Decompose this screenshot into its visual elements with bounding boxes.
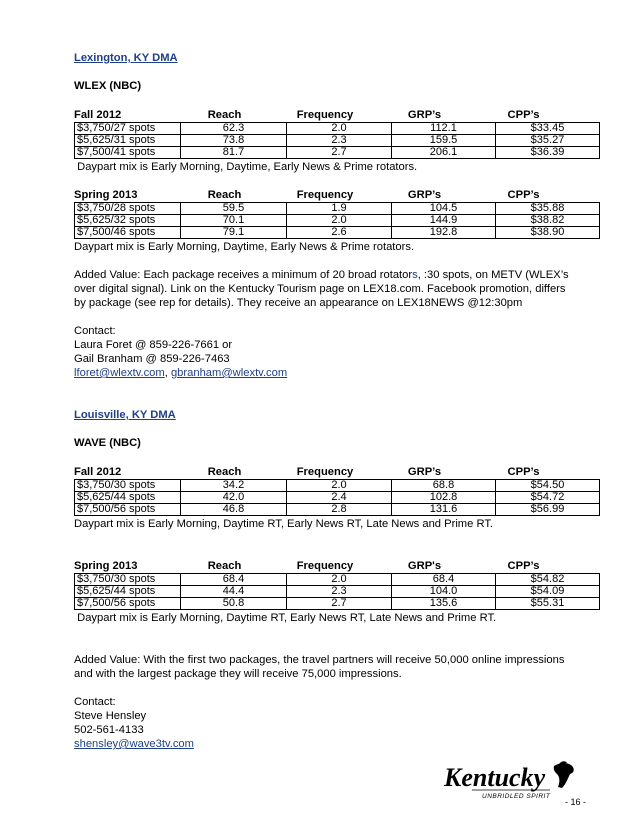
wlex-fall-table <box>74 122 600 159</box>
cpp-cell: $35.88 <box>496 203 600 215</box>
contact-gail-branham: Gail Branham @ 859-226-7463 <box>74 353 230 365</box>
frequency-cell: 2.4 <box>287 492 392 504</box>
package-cell: $5,625/44 spots <box>75 492 181 504</box>
header-frequency: Frequency <box>296 189 354 201</box>
wlex-station-heading: WLEX (NBC) <box>74 80 142 92</box>
added-value-text-a: Added Value: Each package receives a minimum of 20 broad rotator <box>74 269 413 281</box>
contact-laura-foret: Laura Foret @ 859-226-7661 or <box>74 339 233 351</box>
grp-cell: 206.1 <box>392 147 496 159</box>
grp-cell: 159.5 <box>392 135 496 147</box>
header-frequency: Frequency <box>296 109 354 121</box>
wave-spring-daypart-note: Daypart mix is Early Morning, Daytime RT, Early News RT, Late News and Prime RT. <box>74 612 497 624</box>
cpp-cell: $54.50 <box>496 480 600 492</box>
header-reach: Reach <box>207 189 242 201</box>
reach-cell: 81.7 <box>181 147 287 159</box>
header-frequency: Frequency <box>296 560 354 572</box>
kentucky-logo <box>442 760 582 804</box>
reach-cell: 34.2 <box>181 480 287 492</box>
package-cell: $5,625/31 spots <box>75 135 181 147</box>
grp-cell: 144.9 <box>392 215 496 227</box>
wlex-contact-block <box>74 324 574 380</box>
lexington-dma-heading: Lexington, KY DMA <box>74 52 178 64</box>
table-row <box>75 147 600 159</box>
header-cpps: CPP’s <box>507 109 540 121</box>
header-grps: GRP’s <box>407 466 442 478</box>
header-reach: Reach <box>207 109 242 121</box>
table-row <box>75 504 600 516</box>
header-cpps: CPP’s <box>507 189 540 201</box>
wlex-fall-header <box>74 108 574 122</box>
header-cpps: CPP’s <box>507 560 540 572</box>
wlex-added-value <box>74 268 574 310</box>
wlex-spring-table <box>74 202 600 239</box>
cpp-cell: $54.72 <box>496 492 600 504</box>
wave-spring-table <box>74 573 600 610</box>
frequency-cell: 2.0 <box>287 215 392 227</box>
reach-cell: 44.4 <box>181 586 287 598</box>
table-row <box>75 135 600 147</box>
header-season: Fall 2012 <box>74 109 122 121</box>
frequency-cell: 1.9 <box>287 203 392 215</box>
header-reach: Reach <box>207 560 242 572</box>
table-row <box>75 203 600 215</box>
header-reach: Reach <box>207 466 242 478</box>
wave-fall-daypart-note: Daypart mix is Early Morning, Daytime RT, Early News RT, Late News and Prime RT. <box>74 518 494 530</box>
header-season: Spring 2013 <box>74 560 138 572</box>
reach-cell: 68.4 <box>181 574 287 586</box>
reach-cell: 79.1 <box>181 227 287 239</box>
package-cell: $7,500/56 spots <box>75 598 181 610</box>
cpp-cell: $54.82 <box>496 574 600 586</box>
header-season: Spring 2013 <box>74 189 138 201</box>
reach-cell: 46.8 <box>181 504 287 516</box>
frequency-cell: 2.0 <box>287 123 392 135</box>
package-cell: $3,750/30 spots <box>75 574 181 586</box>
cpp-cell: $33.45 <box>496 123 600 135</box>
cpp-cell: $54.09 <box>496 586 600 598</box>
contact-label: Contact: <box>74 696 116 708</box>
table-row <box>75 492 600 504</box>
reach-cell: 73.8 <box>181 135 287 147</box>
frequency-cell: 2.0 <box>287 574 392 586</box>
frequency-cell: 2.6 <box>287 227 392 239</box>
header-grps: GRP’s <box>407 109 442 121</box>
contact-label: Contact: <box>74 325 116 337</box>
table-row <box>75 227 600 239</box>
added-value-text-s: s <box>412 269 418 281</box>
email-link-lforet[interactable]: lforet@wlextv.com <box>74 367 165 379</box>
package-cell: $7,500/41 spots <box>75 147 181 159</box>
email-link-shensley[interactable]: shensley@wave3tv.com <box>74 738 194 750</box>
package-cell: $3,750/27 spots <box>75 123 181 135</box>
wave-fall-table <box>74 479 600 516</box>
cpp-cell: $38.90 <box>496 227 600 239</box>
wave-station-heading: WAVE (NBC) <box>74 437 141 449</box>
frequency-cell: 2.3 <box>287 135 392 147</box>
wave-fall-header <box>74 465 574 479</box>
email-separator: , <box>164 367 171 379</box>
table-row <box>75 123 600 135</box>
frequency-cell: 2.8 <box>287 504 392 516</box>
package-cell: $5,625/32 spots <box>75 215 181 227</box>
package-cell: $3,750/28 spots <box>75 203 181 215</box>
reach-cell: 50.8 <box>181 598 287 610</box>
cpp-cell: $55.31 <box>496 598 600 610</box>
table-row <box>75 480 600 492</box>
cpp-cell: $35.27 <box>496 135 600 147</box>
package-cell: $3,750/30 spots <box>75 480 181 492</box>
header-season: Fall 2012 <box>74 466 122 478</box>
reach-cell: 62.3 <box>181 123 287 135</box>
package-cell: $5,625/44 spots <box>75 586 181 598</box>
cpp-cell: $56.99 <box>496 504 600 516</box>
header-grps: GRP's <box>407 560 442 572</box>
reach-cell: 70.1 <box>181 215 287 227</box>
table-row <box>75 598 600 610</box>
package-cell: $7,500/46 spots <box>75 227 181 239</box>
contact-phone: 502-561-4133 <box>74 724 144 736</box>
wave-contact-block <box>74 695 574 751</box>
wlex-spring-header <box>74 188 574 202</box>
wlex-fall-daypart-note: Daypart mix is Early Morning, Daytime, Early News & Prime rotators. <box>74 161 418 173</box>
grp-cell: 104.0 <box>392 586 496 598</box>
grp-cell: 104.5 <box>392 203 496 215</box>
grp-cell: 68.4 <box>392 574 496 586</box>
email-link-gbranham[interactable]: gbranham@wlextv.com <box>170 367 288 379</box>
grp-cell: 68.8 <box>392 480 496 492</box>
table-row <box>75 215 600 227</box>
page-content <box>74 51 574 751</box>
frequency-cell: 2.0 <box>287 480 392 492</box>
horse-head-icon <box>442 760 582 804</box>
louisville-dma-heading: Louisville, KY DMA <box>74 409 176 421</box>
logo-wordmark: Kentucky <box>444 763 546 792</box>
grp-cell: 192.8 <box>392 227 496 239</box>
page-number: - 16 - <box>565 797 587 807</box>
grp-cell: 131.6 <box>392 504 496 516</box>
table-row <box>75 574 600 586</box>
package-cell: $7,500/56 spots <box>75 504 181 516</box>
frequency-cell: 2.3 <box>287 586 392 598</box>
reach-cell: 42.0 <box>181 492 287 504</box>
wave-added-value: Added Value: With the first two packages, the travel partners will receive 50,000 online impressions and with the largest package they will receive 75,000 impressions. <box>74 654 565 680</box>
cpp-cell: $36.39 <box>496 147 600 159</box>
wave-spring-header <box>74 559 574 573</box>
header-cpps: CPP’s <box>507 466 540 478</box>
frequency-cell: 2.7 <box>287 147 392 159</box>
added-value-text-b: , :30 spots, on METV (WLEX’s over digital signal). Link on the Kentucky Tourism page on LEX18.com. Facebook promotion, differs by package (see rep for details). They receive an appearance on LEX18NEWS @12:30pm <box>74 269 569 309</box>
logo-tagline: UNBRIDLED SPIRIT <box>482 793 551 800</box>
grp-cell: 102.8 <box>392 492 496 504</box>
contact-steve-hensley: Steve Hensley <box>74 710 147 722</box>
cpp-cell: $38.82 <box>496 215 600 227</box>
grp-cell: 135.6 <box>392 598 496 610</box>
header-frequency: Frequency <box>296 466 354 478</box>
reach-cell: 59.5 <box>181 203 287 215</box>
frequency-cell: 2.7 <box>287 598 392 610</box>
grp-cell: 112.1 <box>392 123 496 135</box>
wlex-spring-daypart-note: Daypart mix is Early Morning, Daytime, Early News & Prime rotators. <box>74 241 415 253</box>
header-grps: GRP’s <box>407 189 442 201</box>
table-row <box>75 586 600 598</box>
